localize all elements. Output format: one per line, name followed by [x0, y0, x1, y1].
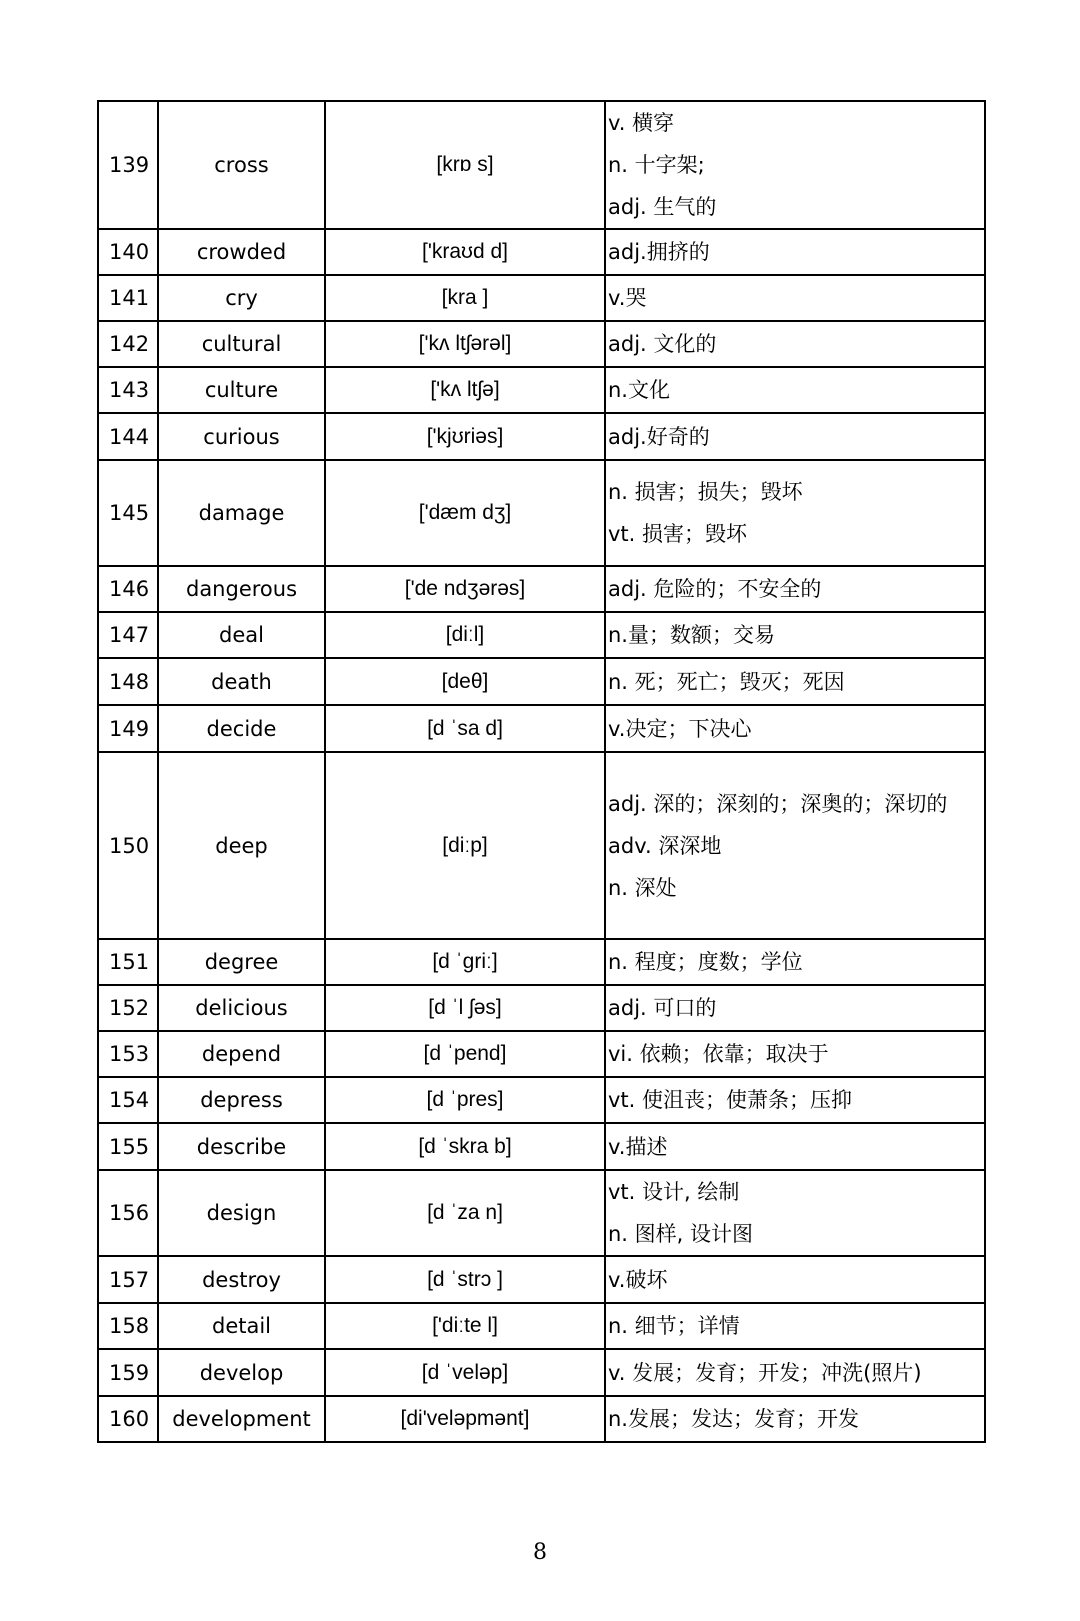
meaning-line: vi. 依赖；依靠；取决于 [608, 1042, 829, 1066]
word-cell: depend [158, 1031, 325, 1077]
word-cell: crowded [158, 229, 325, 275]
meaning-cell [605, 101, 985, 229]
meaning-cell [605, 1123, 985, 1170]
word-cell: design [158, 1170, 325, 1256]
phonetic-cell: [d ˈskra b] [325, 1123, 605, 1170]
meaning-line: n. 深处 [608, 875, 677, 900]
table-row [98, 275, 985, 321]
table-row [98, 612, 985, 658]
phonetic-cell: [d ˈstrɔ ] [325, 1256, 605, 1303]
meaning-cell [605, 752, 985, 939]
phonetic-cell: [d ˈsa d] [325, 705, 605, 752]
phonetic-cell: [d ˈpend] [325, 1031, 605, 1077]
row-number: 160 [98, 1396, 158, 1442]
meaning-line: v. 横穿 [608, 111, 675, 135]
table-row [98, 413, 985, 460]
page-number: 8 [533, 1540, 547, 1565]
meaning-line: n.发展；发达；发育；开发 [608, 1407, 859, 1431]
meaning-line: v.破坏 [608, 1267, 668, 1292]
row-number: 143 [98, 367, 158, 413]
row-number: 141 [98, 275, 158, 321]
meaning-line: adj. 危险的；不安全的 [608, 577, 822, 601]
meaning-line: n. 图样, 设计图 [608, 1222, 754, 1246]
meaning-line: v.决定；下决心 [608, 716, 752, 741]
row-number: 151 [98, 939, 158, 985]
row-number: 153 [98, 1031, 158, 1077]
table-row [98, 1256, 985, 1303]
table-row [98, 1123, 985, 1170]
meaning-cell [605, 229, 985, 275]
word-cell: detail [158, 1303, 325, 1349]
table-row [98, 1396, 985, 1442]
meaning-line: n. 十字架; [608, 153, 705, 177]
meaning-cell [605, 460, 985, 566]
meaning-cell [605, 275, 985, 321]
table-row [98, 1031, 985, 1077]
table-row [98, 460, 985, 566]
meaning-line: adj. 可口的 [608, 996, 717, 1020]
word-cell: cry [158, 275, 325, 321]
phonetic-cell: ['de ndʒərəs] [325, 566, 605, 612]
word-cell: development [158, 1396, 325, 1442]
word-cell: degree [158, 939, 325, 985]
row-number: 140 [98, 229, 158, 275]
table-row [98, 229, 985, 275]
table-row [98, 101, 985, 229]
word-cell: deal [158, 612, 325, 658]
row-number: 154 [98, 1077, 158, 1123]
word-cell: death [158, 658, 325, 705]
word-cell: dangerous [158, 566, 325, 612]
meaning-cell [605, 1396, 985, 1442]
vocabulary-table [97, 100, 986, 1443]
meaning-line: adj. 深的；深刻的；深奥的；深切的 [608, 791, 948, 816]
meaning-cell [605, 939, 985, 985]
row-number: 145 [98, 460, 158, 566]
table-row [98, 752, 985, 939]
meaning-line: adv. 深深地 [608, 833, 722, 858]
phonetic-cell: [kra ] [325, 275, 605, 321]
meaning-line: vt. 设计, 绘制 [608, 1180, 740, 1204]
meaning-cell [605, 367, 985, 413]
row-number: 155 [98, 1123, 158, 1170]
phonetic-cell: [diːp] [325, 752, 605, 939]
word-cell: culture [158, 367, 325, 413]
phonetic-cell: [d ˈveləp] [325, 1349, 605, 1396]
table-row [98, 1349, 985, 1396]
meaning-line: n.量；数额；交易 [608, 623, 775, 647]
phonetic-cell: [d ˈl ʃəs] [325, 985, 605, 1031]
word-cell: deep [158, 752, 325, 939]
row-number: 158 [98, 1303, 158, 1349]
table-row [98, 705, 985, 752]
meaning-cell [605, 612, 985, 658]
table-row [98, 566, 985, 612]
table-row [98, 1303, 985, 1349]
meaning-line: n. 细节；详情 [608, 1314, 740, 1338]
word-cell: decide [158, 705, 325, 752]
row-number: 159 [98, 1349, 158, 1396]
table-row [98, 367, 985, 413]
table-row [98, 658, 985, 705]
phonetic-cell: [deθ] [325, 658, 605, 705]
word-cell: cultural [158, 321, 325, 367]
word-cell: cross [158, 101, 325, 229]
row-number: 150 [98, 752, 158, 939]
meaning-cell [605, 1349, 985, 1396]
phonetic-cell: ['kʌ ltʃərəl] [325, 321, 605, 367]
row-number: 148 [98, 658, 158, 705]
word-cell: destroy [158, 1256, 325, 1303]
meaning-cell [605, 1077, 985, 1123]
meaning-cell [605, 1031, 985, 1077]
row-number: 146 [98, 566, 158, 612]
meaning-cell [605, 413, 985, 460]
phonetic-cell: ['diːte l] [325, 1303, 605, 1349]
word-cell: delicious [158, 985, 325, 1031]
meaning-cell [605, 658, 985, 705]
meaning-line: v.描述 [608, 1134, 668, 1159]
meaning-line: adj.好奇的 [608, 424, 710, 449]
meaning-cell [605, 985, 985, 1031]
row-number: 157 [98, 1256, 158, 1303]
phonetic-cell: ['dæm dʒ] [325, 460, 605, 566]
meaning-line: v. 发展；发育；开发；冲洗(照片) [608, 1360, 922, 1385]
meaning-cell [605, 1256, 985, 1303]
meaning-cell [605, 566, 985, 612]
phonetic-cell: [d ˈza n] [325, 1170, 605, 1256]
phonetic-cell: [d ˈgriː] [325, 939, 605, 985]
phonetic-cell: [diːl] [325, 612, 605, 658]
row-number: 149 [98, 705, 158, 752]
row-number: 139 [98, 101, 158, 229]
phonetic-cell: ['kjʊriəs] [325, 413, 605, 460]
phonetic-cell: [krɒ s] [325, 101, 605, 229]
meaning-line: vt. 损害；毁坏 [608, 522, 748, 546]
word-cell: depress [158, 1077, 325, 1123]
vocabulary-table-body [98, 101, 985, 1442]
row-number: 144 [98, 413, 158, 460]
meaning-line: n.文化 [608, 378, 670, 402]
meaning-line: adj.拥挤的 [608, 240, 710, 264]
phonetic-cell: ['kraʊd d] [325, 229, 605, 275]
word-cell: curious [158, 413, 325, 460]
meaning-cell [605, 1170, 985, 1256]
meaning-line: n. 死；死亡；毁灭；死因 [608, 669, 845, 694]
word-cell: damage [158, 460, 325, 566]
row-number: 152 [98, 985, 158, 1031]
meaning-cell [605, 1303, 985, 1349]
row-number: 156 [98, 1170, 158, 1256]
phonetic-cell: ['kʌ ltʃə] [325, 367, 605, 413]
table-row [98, 1170, 985, 1256]
meaning-line: n. 损害；损失；毁坏 [608, 480, 803, 504]
row-number: 142 [98, 321, 158, 367]
table-row [98, 939, 985, 985]
meaning-cell [605, 705, 985, 752]
meaning-line: adj. 文化的 [608, 332, 717, 356]
word-cell: describe [158, 1123, 325, 1170]
row-number: 147 [98, 612, 158, 658]
table-row [98, 1077, 985, 1123]
word-cell: develop [158, 1349, 325, 1396]
phonetic-cell: [d ˈpres] [325, 1077, 605, 1123]
meaning-line: adj. 生气的 [608, 195, 717, 219]
meaning-line: v.哭 [608, 286, 647, 310]
meaning-cell [605, 321, 985, 367]
meaning-line: n. 程度；度数；学位 [608, 950, 803, 974]
table-row [98, 321, 985, 367]
meaning-line: vt. 使沮丧；使萧条；压抑 [608, 1088, 853, 1112]
table-row [98, 985, 985, 1031]
phonetic-cell: [di'veləpmənt] [325, 1396, 605, 1442]
